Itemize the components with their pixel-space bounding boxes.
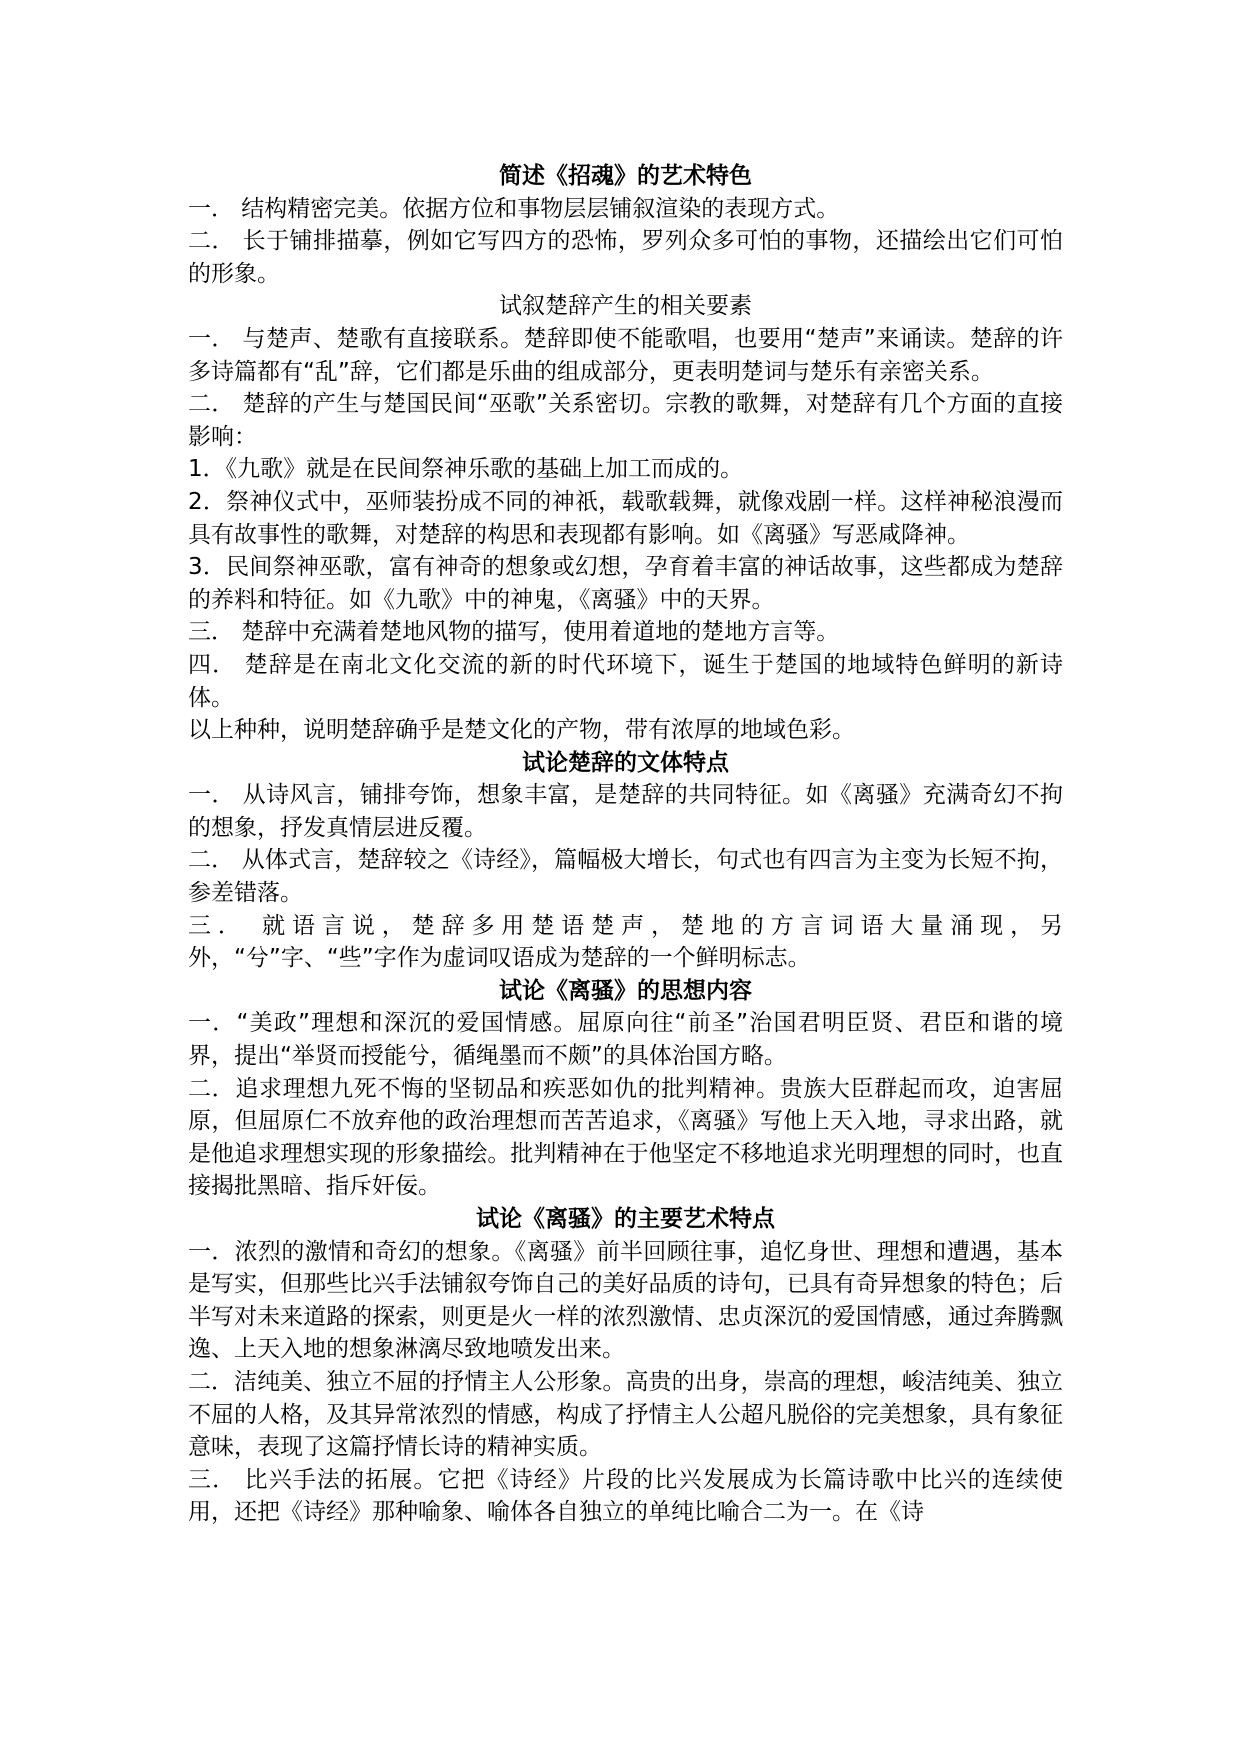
paragraph: 3．民间祭神巫歌，富有神奇的想象或幻想，孕育着丰富的神话故事，这些都成为楚辞的养料和特征。如《九歌》中的神鬼，《离骚》中的天界。 bbox=[188, 554, 1063, 613]
section-title: 简述《招魂》的艺术特色 bbox=[499, 163, 752, 189]
section-chuci-style bbox=[188, 747, 1063, 975]
section-title: 试论《离骚》的思想内容 bbox=[499, 977, 752, 1004]
paragraph: 三． 楚辞中充满着楚地风物的描写，使用着道地的楚地方言等。 bbox=[188, 619, 840, 646]
paragraph: 二．追求理想九死不悔的坚韧品和疾恶如仇的批判精神。贵族大臣群起而攻，迫害屈原，但屈原仁不放弃他的政治理想而苦苦追求，《离骚》写他上天入地，寻求出路，就是他追求理想实现的形象描绘。批判精神在于他坚定不移地追求光明理想的同时，也直接揭批黑暗、指斥奸佞。 bbox=[188, 1075, 1063, 1200]
paragraph: 二． 长于铺排描摹，例如它写四方的恐怖，罗列众多可怕的事物，还描绘出它们可怕的形象。 bbox=[188, 228, 1063, 287]
paragraph: 四． 楚辞是在南北文化交流的新的时代环境下，诞生于楚国的地域特色鲜明的新诗体。 bbox=[188, 651, 1063, 711]
paragraph: 一．浓烈的激情和奇幻的想象。《离骚》前半回顾往事，追忆身世、理想和遭遇，基本是写实，但那些比兴手法铺叙夸饰自己的美好品质的诗句，已具有奇异想象的特色；后半写对未来道路的探索，则更是火一样的浓烈激情、忠贞深沉的爱国情感，通过奔腾飘逸、上天入地的想象淋漓尽致地喷发出来。 bbox=[188, 1238, 1063, 1363]
paragraph: 二． 楚辞的产生与楚国民间“巫歌”关系密切。宗教的歌舞，对楚辞有几个方面的直接影响： bbox=[188, 391, 1063, 450]
paragraph: 一． 结构精密完美。依据方位和事物层层铺叙渲染的表现方式。 bbox=[188, 195, 840, 222]
section-title: 试叙楚辞产生的相关要素 bbox=[499, 293, 752, 320]
paragraph: 1．《九歌》就是在民间祭神乐歌的基础上加工而成的。 bbox=[188, 456, 744, 483]
paragraph: 一． 与楚声、楚歌有直接联系。楚辞即使不能歌唱，也要用“楚声”来诵读。楚辞的许多诗篇都有“乱”辞，它们都是乐曲的组成部分，更表明楚词与楚乐有亲密关系。 bbox=[188, 325, 1063, 385]
paragraph: 一．“美政”理想和深沉的爱国情感。屈原向往“前圣”治国君明臣贤、君臣和谐的境界，提出“举贤而授能兮，循绳墨而不颇”的具体治国方略。 bbox=[188, 1010, 1063, 1070]
paragraph: 三． 就语言说，楚辞多用楚语楚声，楚地的方言词语大量涌现，另外，“兮”字、“些”字作为虚词叹语成为楚辞的一个鲜明标志。 bbox=[188, 912, 1063, 972]
section-title: 试论楚辞的文体特点 bbox=[522, 749, 729, 776]
paragraph: 2．祭神仪式中，巫师装扮成不同的神祇，载歌载舞，就像戏剧一样。这样神秘浪漫而具有故事性的歌舞，对楚辞的构思和表现都有影响。如《离骚》写恶咸降神。 bbox=[188, 488, 1063, 548]
section-lisao-art bbox=[188, 1203, 1063, 1529]
paragraph: 一． 从诗风言，铺排夸饰，想象丰富，是楚辞的共同特征。如《离骚》充满奇幻不拘的想象，抒发真情层进反覆。 bbox=[188, 782, 1063, 841]
paragraph: 二．洁纯美、独立不屈的抒情主人公形象。高贵的出身，崇高的理想，峻洁纯美、独立不屈的人格，及其异常浓烈的情感，构成了抒情主人公超凡脱俗的完美想象，具有象征意味，表现了这篇抒情长诗的精神实质。 bbox=[188, 1368, 1063, 1461]
section-lisao-content bbox=[188, 975, 1063, 1203]
paragraph: 以上种种，说明楚辞确乎是楚文化的产物，带有浓厚的地域色彩。 bbox=[188, 717, 855, 744]
document-page bbox=[188, 160, 1063, 1529]
paragraph: 二． 从体式言，楚辞较之《诗经》，篇幅极大增长，句式也有四言为主变为长短不拘，参差错落。 bbox=[188, 847, 1063, 907]
section-chuci-origins bbox=[188, 290, 1063, 746]
section-title: 试论《离骚》的主要艺术特点 bbox=[476, 1206, 775, 1232]
section-zhaohun bbox=[188, 160, 1063, 290]
paragraph: 三． 比兴手法的拓展。它把《诗经》片段的比兴发展成为长篇诗歌中比兴的连续使用，还把《诗经》那种喻象、喻体各自独立的单纯比喻合二为一。在《诗 bbox=[188, 1466, 1063, 1526]
